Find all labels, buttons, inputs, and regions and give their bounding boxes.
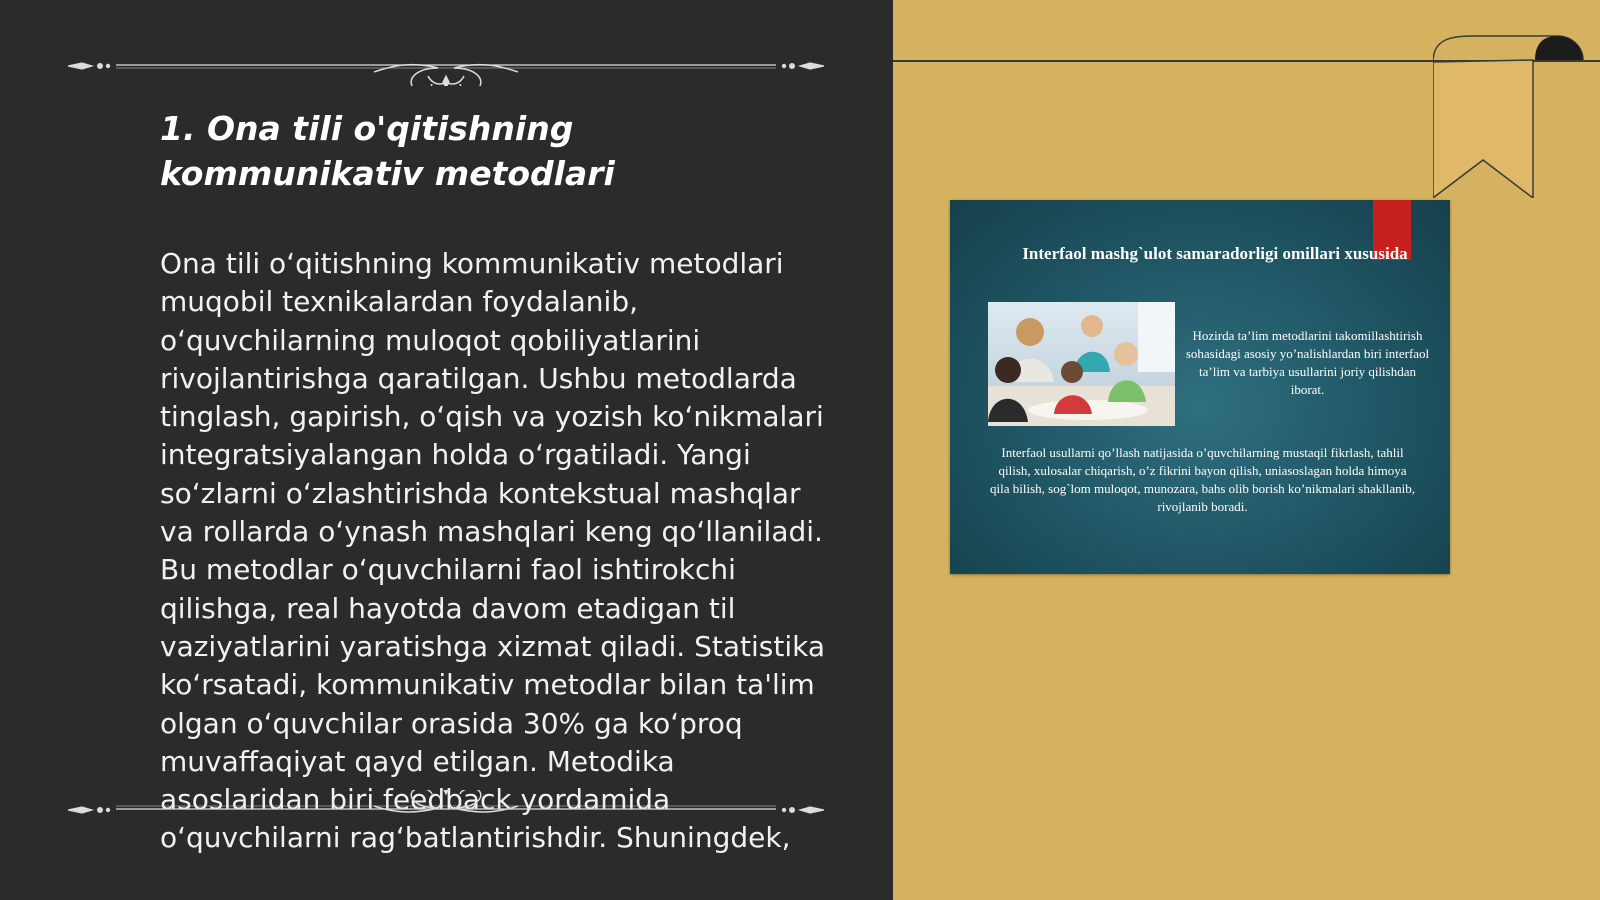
slide-title: 1. Ona tili o'qitishning kommunikativ metodlari — [160, 109, 615, 193]
embedded-slide-title: Interfaol mashg`ulot samaradorligi omillari xususida — [1022, 244, 1408, 263]
embedded-slide-image — [950, 200, 1450, 574]
bookmark-ribbon-icon — [1433, 34, 1593, 198]
ornamental-divider-top-icon — [68, 46, 824, 86]
image-panel — [893, 0, 1600, 900]
embedded-paragraph-2: Interfaol usullarni qo’llash natijasida o’quvchilarning mustaqil fikrlash, tahlil qilish, xulosalar chiqarish, o’z fikrini bayon qilish, uniasoslagan holda himoya qila bilish, sog`lom muloqot, munozara, bahs olib borish ko’nikmalari shakllanib, rivojlanib boradi. — [990, 445, 1415, 514]
classroom-photo — [988, 302, 1175, 426]
embedded-paragraph-1: Hozirda ta’lim metodlarini takomillashtirish sohasidagi asosiy yo’nalishlardan biri interfaol ta’lim va tarbiya usullarini joriy qilishdan iborat. — [1185, 328, 1430, 397]
ornamental-divider-bottom-icon — [68, 790, 824, 830]
slide-body-text: Ona tili oʻqitishning kommunikativ metodlari muqobil texnikalardan foydalanib, oʻquvchilarning muloqot qobiliyatlarini rivojlantirishga qaratilgan. Ushbu metodlarda tinglash, gapirish, oʻqish va yozish koʻnikmalari integratsiyalangan holda oʻrgatiladi. Yangi soʻzlarni oʻzlashtirishda kontekstual mashqlar va rollarda oʻynash mashqlari keng qoʻllaniladi. Bu metodlar oʻquvchilarni faol ishtirokchi qilishga, real hayotda davom etadigan til vaziyatlarini yaratishga xizmat qiladi. Statistika koʻrsatadi, kommunikativ metodlar bilan ta'lim olgan oʻquvchilar orasida 30% ga koʻproq muvaffaqiyat qayd etilgan. Metodika asoslaridan biri feedback yordamida oʻquvchilarni ragʻbatlantirishdir. Shuningdek, — [160, 247, 825, 855]
